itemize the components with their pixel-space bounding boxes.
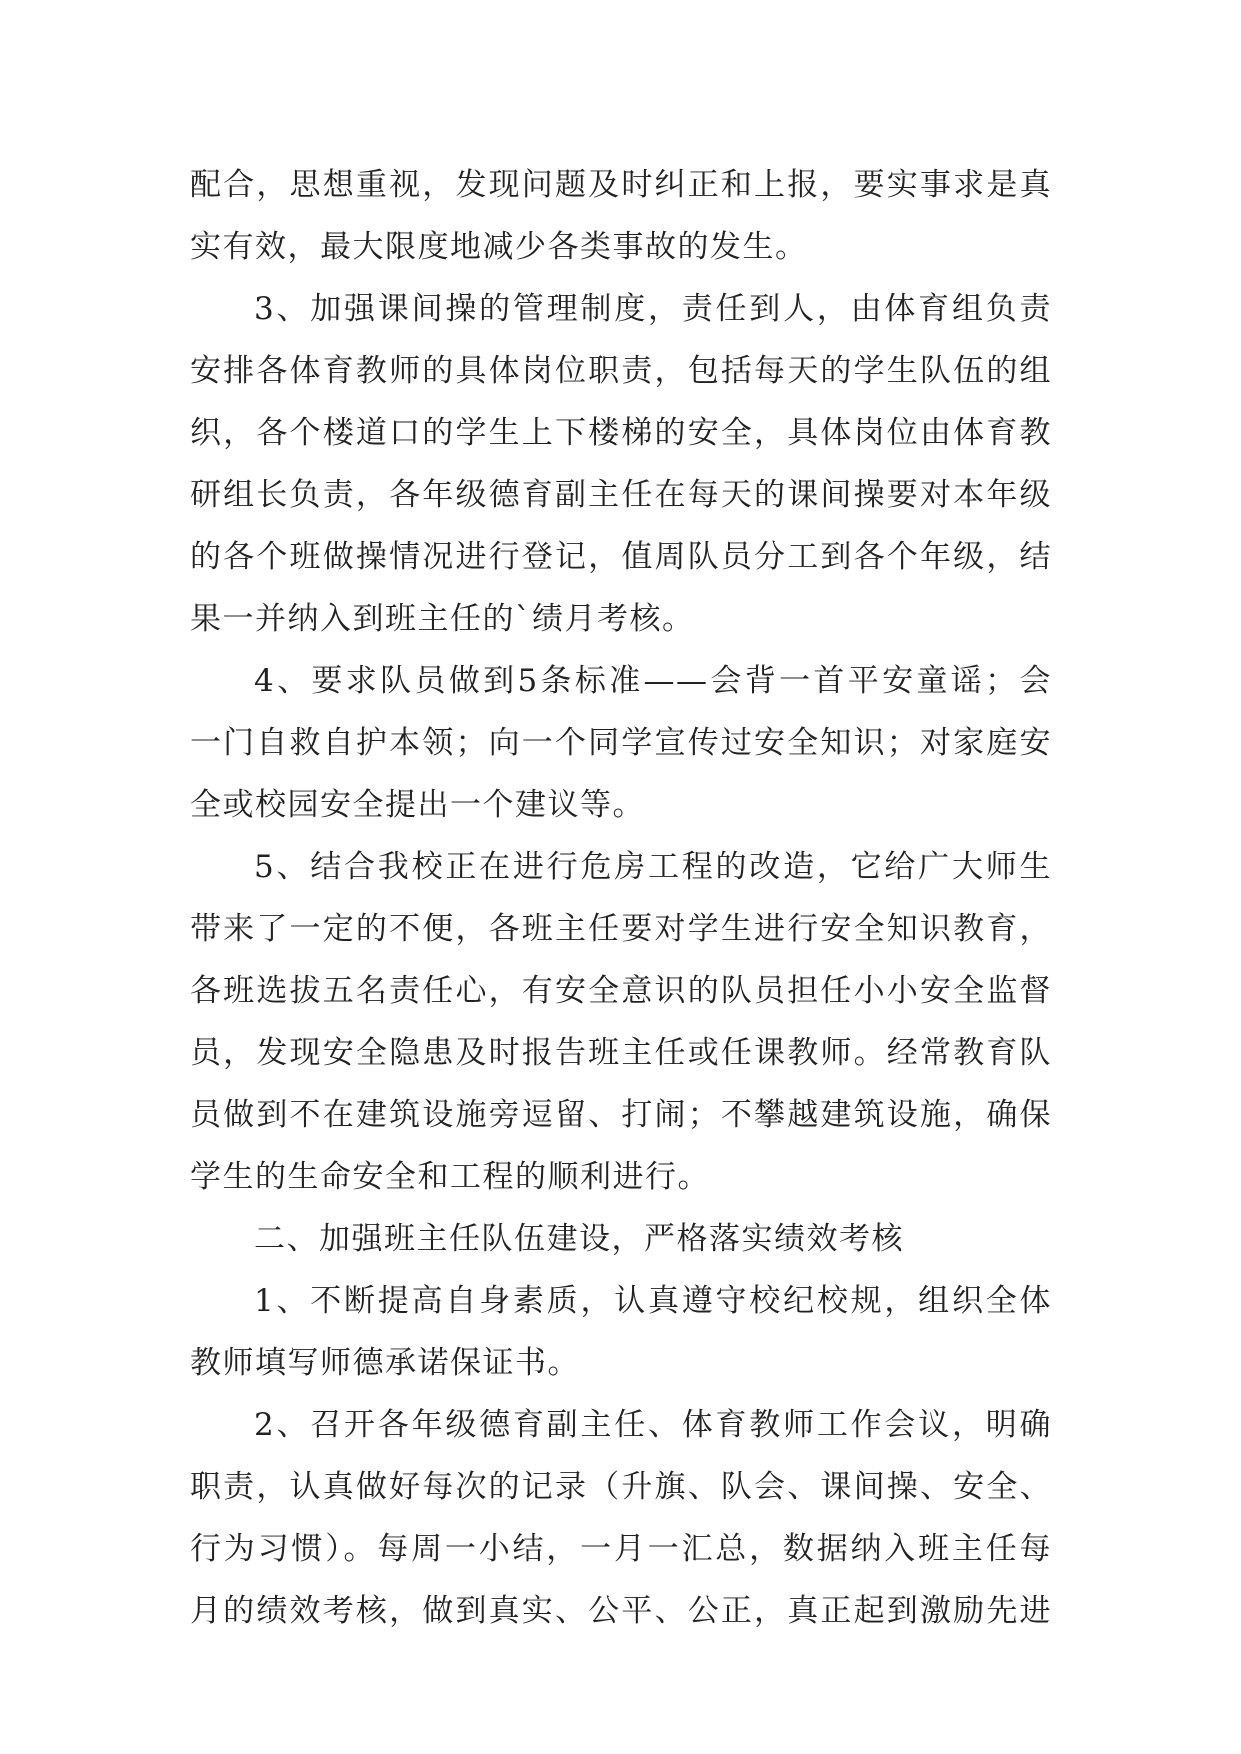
text-line: 全或校园安全提出一个建议等。 bbox=[190, 787, 645, 823]
text-line: 学生的生命安全和工程的顺利进行。 bbox=[190, 1159, 710, 1195]
text-line: 研组长负责，各年级德育副主任在每天的课间操要对本年级 bbox=[190, 477, 1052, 513]
text-line: 行为习惯）。每周一小结，一月一汇总，数据纳入班主任每 bbox=[190, 1531, 1052, 1567]
text-line: 安排各体育教师的具体岗位职责，包括每天的学生队伍的组 bbox=[190, 353, 1052, 389]
document-body bbox=[190, 154, 1052, 1642]
text-line: 2、召开各年级德育副主任、体育教师工作会议，明确 bbox=[254, 1407, 1052, 1443]
text-line: 织，各个楼道口的学生上下楼梯的安全，具体岗位由体育教 bbox=[190, 415, 1052, 451]
text-line: 二、加强班主任队伍建设，严格落实绩效考核 bbox=[254, 1221, 904, 1257]
text-line: 1、不断提高自身素质，认真遵守校纪校规，组织全体 bbox=[254, 1283, 1052, 1319]
text-line: 各班选拔五名责任心，有安全意识的队员担任小小安全监督 bbox=[190, 973, 1052, 1009]
text-line: 5、结合我校正在进行危房工程的改造，它给广大师生 bbox=[254, 849, 1052, 885]
text-line: 带来了一定的不便，各班主任要对学生进行安全知识教育， bbox=[190, 911, 1052, 947]
text-line: 一门自救自护本领；向一个同学宣传过安全知识；对家庭安 bbox=[190, 725, 1052, 761]
text-line: 员做到不在建筑设施旁逗留、打闹；不攀越建筑设施，确保 bbox=[190, 1097, 1052, 1133]
text-line: 果一并纳入到班主任的`绩月考核。 bbox=[190, 601, 695, 637]
text-line: 3、加强课间操的管理制度，责任到人，由体育组负责 bbox=[254, 291, 1052, 327]
text-line: 员，发现安全隐患及时报告班主任或任课教师。经常教育队 bbox=[190, 1035, 1052, 1071]
text-line: 的各个班做操情况进行登记，值周队员分工到各个年级，结 bbox=[190, 539, 1052, 575]
text-line: 4、要求队员做到5条标准——会背一首平安童谣；会 bbox=[254, 663, 1052, 699]
text-line: 职责，认真做好每次的记录（升旗、队会、课间操、安全、 bbox=[190, 1469, 1052, 1505]
text-line: 实有效，最大限度地减少各类事故的发生。 bbox=[190, 229, 808, 265]
text-line: 月的绩效考核，做到真实、公平、公正，真正起到激励先进 bbox=[190, 1593, 1052, 1629]
text-line: 教师填写师德承诺保证书。 bbox=[190, 1345, 580, 1381]
text-line: 配合，思想重视，发现问题及时纠正和上报，要实事求是真 bbox=[190, 167, 1052, 203]
